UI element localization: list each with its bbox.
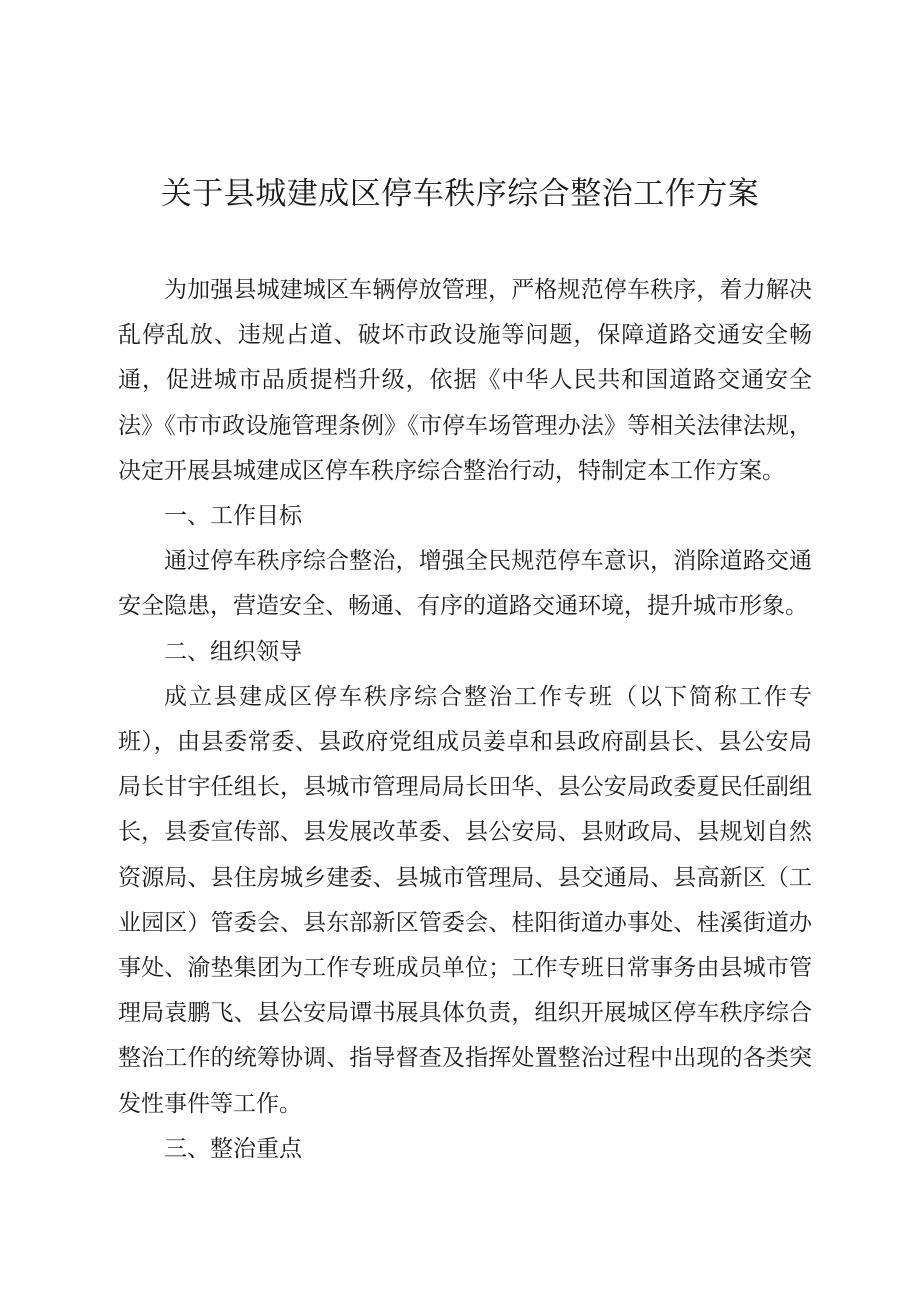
- section-heading-goals: 一、工作目标: [164, 503, 302, 530]
- document-body: [118, 268, 812, 1172]
- document-title: 关于县城建成区停车秩序综合整治工作方案: [160, 176, 760, 212]
- section-content-goals: 通过停车秩序综合整治，增强全民规范停车意识，消除道路交通安全隐患，营造安全、畅通、有序的道路交通环境，提升城市形象。: [118, 548, 812, 620]
- intro-paragraph: 为加强县城建城区车辆停放管理，严格规范停车秩序，着力解决乱停乱放、违规占道、破坏市政设施等问题，保障道路交通安全畅通，促进城市品质提档升级，依据《中华人民共和国道路交通安全法》《市市政设施管理条例》《市停车场管理办法》等相关法律法规，决定开展县城建成区停车秩序综合整治行动，特制定本工作方案。: [118, 277, 812, 484]
- section-heading-focus: 三、整治重点: [164, 1135, 302, 1162]
- section-content-organization: 成立县建成区停车秩序综合整治工作专班（以下简称工作专班），由县委常委、县政府党组成员姜卓和县政府副县长、县公安局局长甘宇任组长，县城市管理局局长田华、县公安局政委夏民任副组长，县委宣传部、县发展改革委、县公安局、县财政局、县规划自然资源局、县住房城乡建委、县城市管理局、县交通局、县高新区（工业园区）管委会、县东部新区管委会、桂阳街道办事处、桂溪街道办事处、渝垫集团为工作专班成员单位；工作专班日常事务由县城市管理局袁鹏飞、县公安局谭书展具体负责，组织开展城区停车秩序综合整治工作的统筹协调、指导督查及指挥处置整治过程中出现的各类突发性事件等工作。: [118, 683, 812, 1117]
- section-heading-organization: 二、组织领导: [164, 638, 302, 665]
